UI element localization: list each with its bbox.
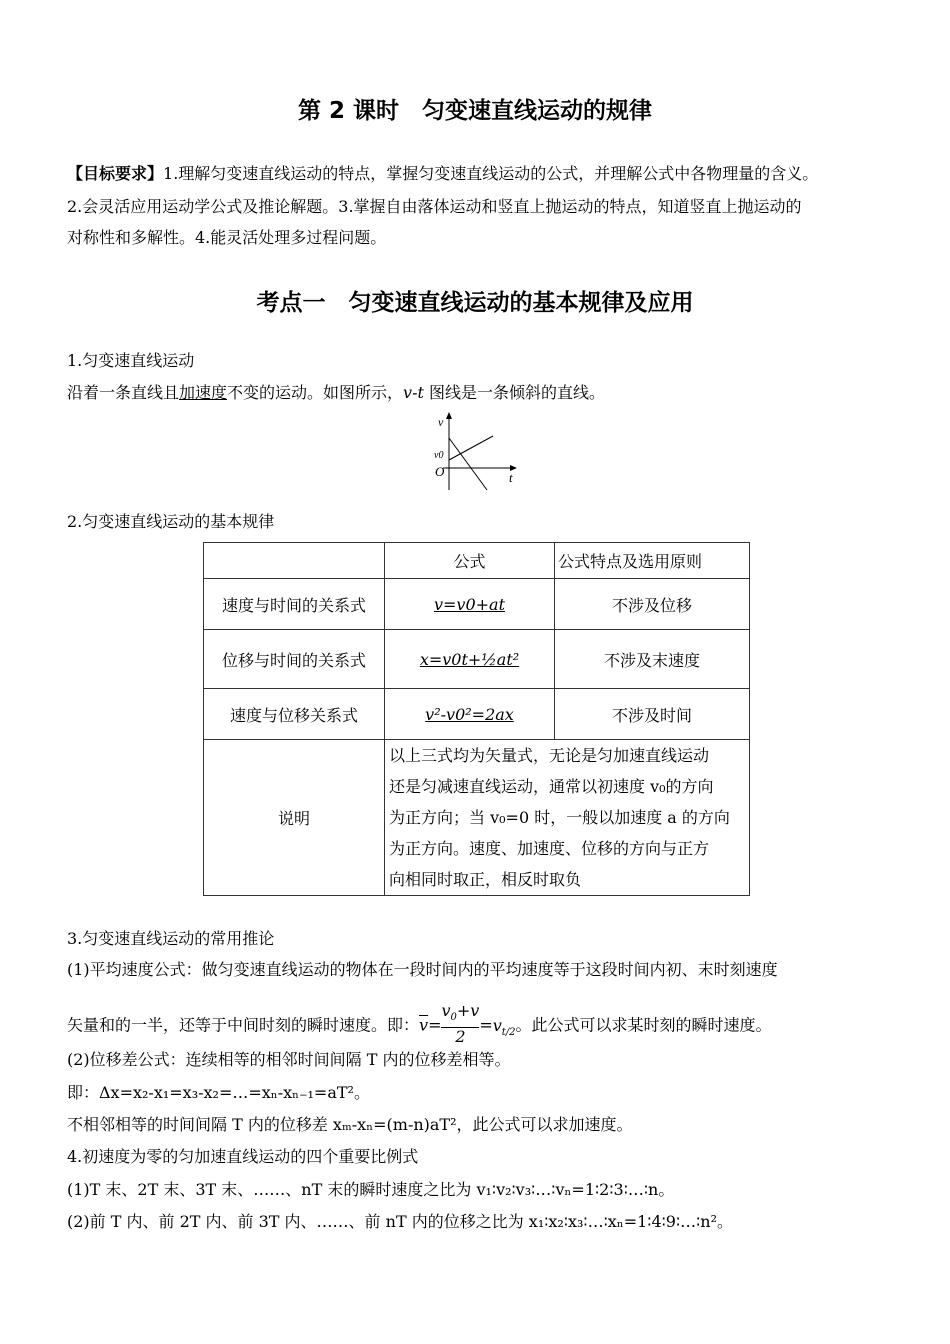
axis-v-label: v [438, 415, 444, 429]
s1-text [67, 382, 605, 404]
table-r1-name: 速度与时间的关系式 [204, 579, 385, 630]
s3-p1-text-a: 矢量和的一半，还等于中间时刻的瞬时速度。即： [67, 1015, 420, 1035]
s4-heading: 4.初速度为零的匀加速直线运动的四个重要比例式 [67, 1147, 419, 1166]
s3-heading: 3.匀变速直线运动的常用推论 [67, 929, 275, 948]
fraction-numerator: $v_0+v$ [441, 1002, 479, 1028]
table-header-feature: 公式特点及选用原则 [555, 543, 750, 579]
s2-heading: 2.匀变速直线运动的基本规律 [67, 512, 275, 531]
objectives-line-3: 对称性和多解性。4.能灵活处理多过程问题。 [67, 228, 387, 247]
s3-p2-line-3: 不相邻相等的时间间隔 T 内的位移差 xₘ-xₙ=(m-n)aT²，此公式可以求加速度。 [67, 1115, 633, 1134]
axis-t-label: t [509, 470, 513, 485]
objectives-line-1 [67, 163, 818, 185]
table-r2-name: 位移与时间的关系式 [204, 630, 385, 689]
table-r3-feature: 不涉及时间 [555, 689, 750, 740]
mid-velocity-symbol: $v_{t/2}$ [492, 1015, 516, 1038]
table-r3-name: 速度与位移关系式 [204, 689, 385, 740]
table-r4-line-1: 以上三式均为矢量式，无论是匀加速直线运动 [389, 746, 710, 765]
table-r1-feature: 不涉及位移 [555, 579, 750, 630]
origin-label: O [435, 464, 445, 479]
s3-p2-line-1: (2)位移差公式：连续相等的相邻时间间隔 T 内的位移差相等。 [67, 1050, 511, 1069]
rules-table [203, 542, 750, 896]
s1-text-b: 不变的运动。如图所示， [227, 383, 404, 402]
objectives-label: 【目标要求】 [67, 164, 164, 183]
v0-label: v0 [434, 450, 444, 461]
objectives-text-1: 1.理解匀变速直线运动的特点，掌握匀变速直线运动的公式，并理解公式中各物理量的含义。 [163, 164, 819, 183]
table-r4-note [385, 740, 750, 896]
s3-p1-line-2: 矢量和的一半，还等于中间时刻的瞬时速度。即：$\overline{v}=$ $\frac{v_0+v}{2}$ $=v_{t/2}$。此公式可以求某时刻的瞬时速度。 [67, 1001, 772, 1047]
table-r3-formula: v²-v0²=2ax [385, 689, 555, 740]
s1-heading: 1.匀变速直线运动 [67, 351, 195, 370]
table-r1-formula: v=v0+at [385, 579, 555, 630]
table-r4-line-4: 为正方向。速度、加速度、位移的方向与正方 [389, 839, 710, 858]
s4-p2: (2)前 T 内、前 2T 内、前 3T 内、……、前 nT 内的位移之比为 x₁∶x₂∶x₃∶…∶xₙ=1∶4∶9∶…∶n²。 [67, 1212, 734, 1231]
s3-p1-text-b: 。此公式可以求某时刻的瞬时速度。 [515, 1015, 772, 1035]
s4-p1: (1)T 末、2T 末、3T 末、……、nT 末的瞬时速度之比为 v₁∶v₂∶v₃∶…∶vₙ=1∶2∶3∶…∶n。 [67, 1180, 675, 1199]
table-header-formula: 公式 [385, 543, 555, 579]
s1-text-a: 沿着一条直线且 [67, 383, 180, 402]
table-r2-feature: 不涉及末速度 [555, 630, 750, 689]
table-r4-line-5: 向相同时取正，相反时取负 [389, 870, 582, 889]
vt-graph [425, 410, 525, 496]
lesson-title: 第 2 课时 匀变速直线运动的规律 [297, 98, 653, 124]
fraction-denominator: 2 [455, 1027, 466, 1047]
s3-p1-line-1: (1)平均速度公式：做匀变速直线运动的物体在一段时间内的平均速度等于这段时间内初、末时刻速度 [67, 960, 778, 979]
table-r4-name: 说明 [204, 740, 385, 896]
table-r4-line-2: 还是匀减速直线运动，通常以初速度 v₀的方向 [389, 777, 714, 796]
objectives-line-2: 2.会灵活应用运动学公式及推论解题。3.掌握自由落体运动和竖直上抛运动的特点，知道竖直上抛运动的 [67, 197, 802, 216]
avg-velocity-fraction [441, 1002, 479, 1046]
s3-p2-line-2: 即：Δx=x₂-x₁=x₃-x₂=…=xₙ-xₙ₋₁=aT²。 [67, 1083, 370, 1102]
table-corner [204, 543, 385, 579]
table-r2-formula: x=v0t+½at² [385, 630, 555, 689]
avg-velocity-symbol: $\overline{v}$ [419, 1015, 429, 1035]
table-r4-line-3: 为正方向；当 v₀=0 时，一般以加速度 a 的方向 [389, 808, 730, 827]
section-title: 考点一 匀变速直线运动的基本规律及应用 [256, 290, 694, 316]
s1-text-vt: v-t [403, 383, 424, 402]
s1-text-accel: 加速度 [179, 383, 228, 402]
s1-text-c: 图线是一条倾斜的直线。 [423, 383, 606, 402]
